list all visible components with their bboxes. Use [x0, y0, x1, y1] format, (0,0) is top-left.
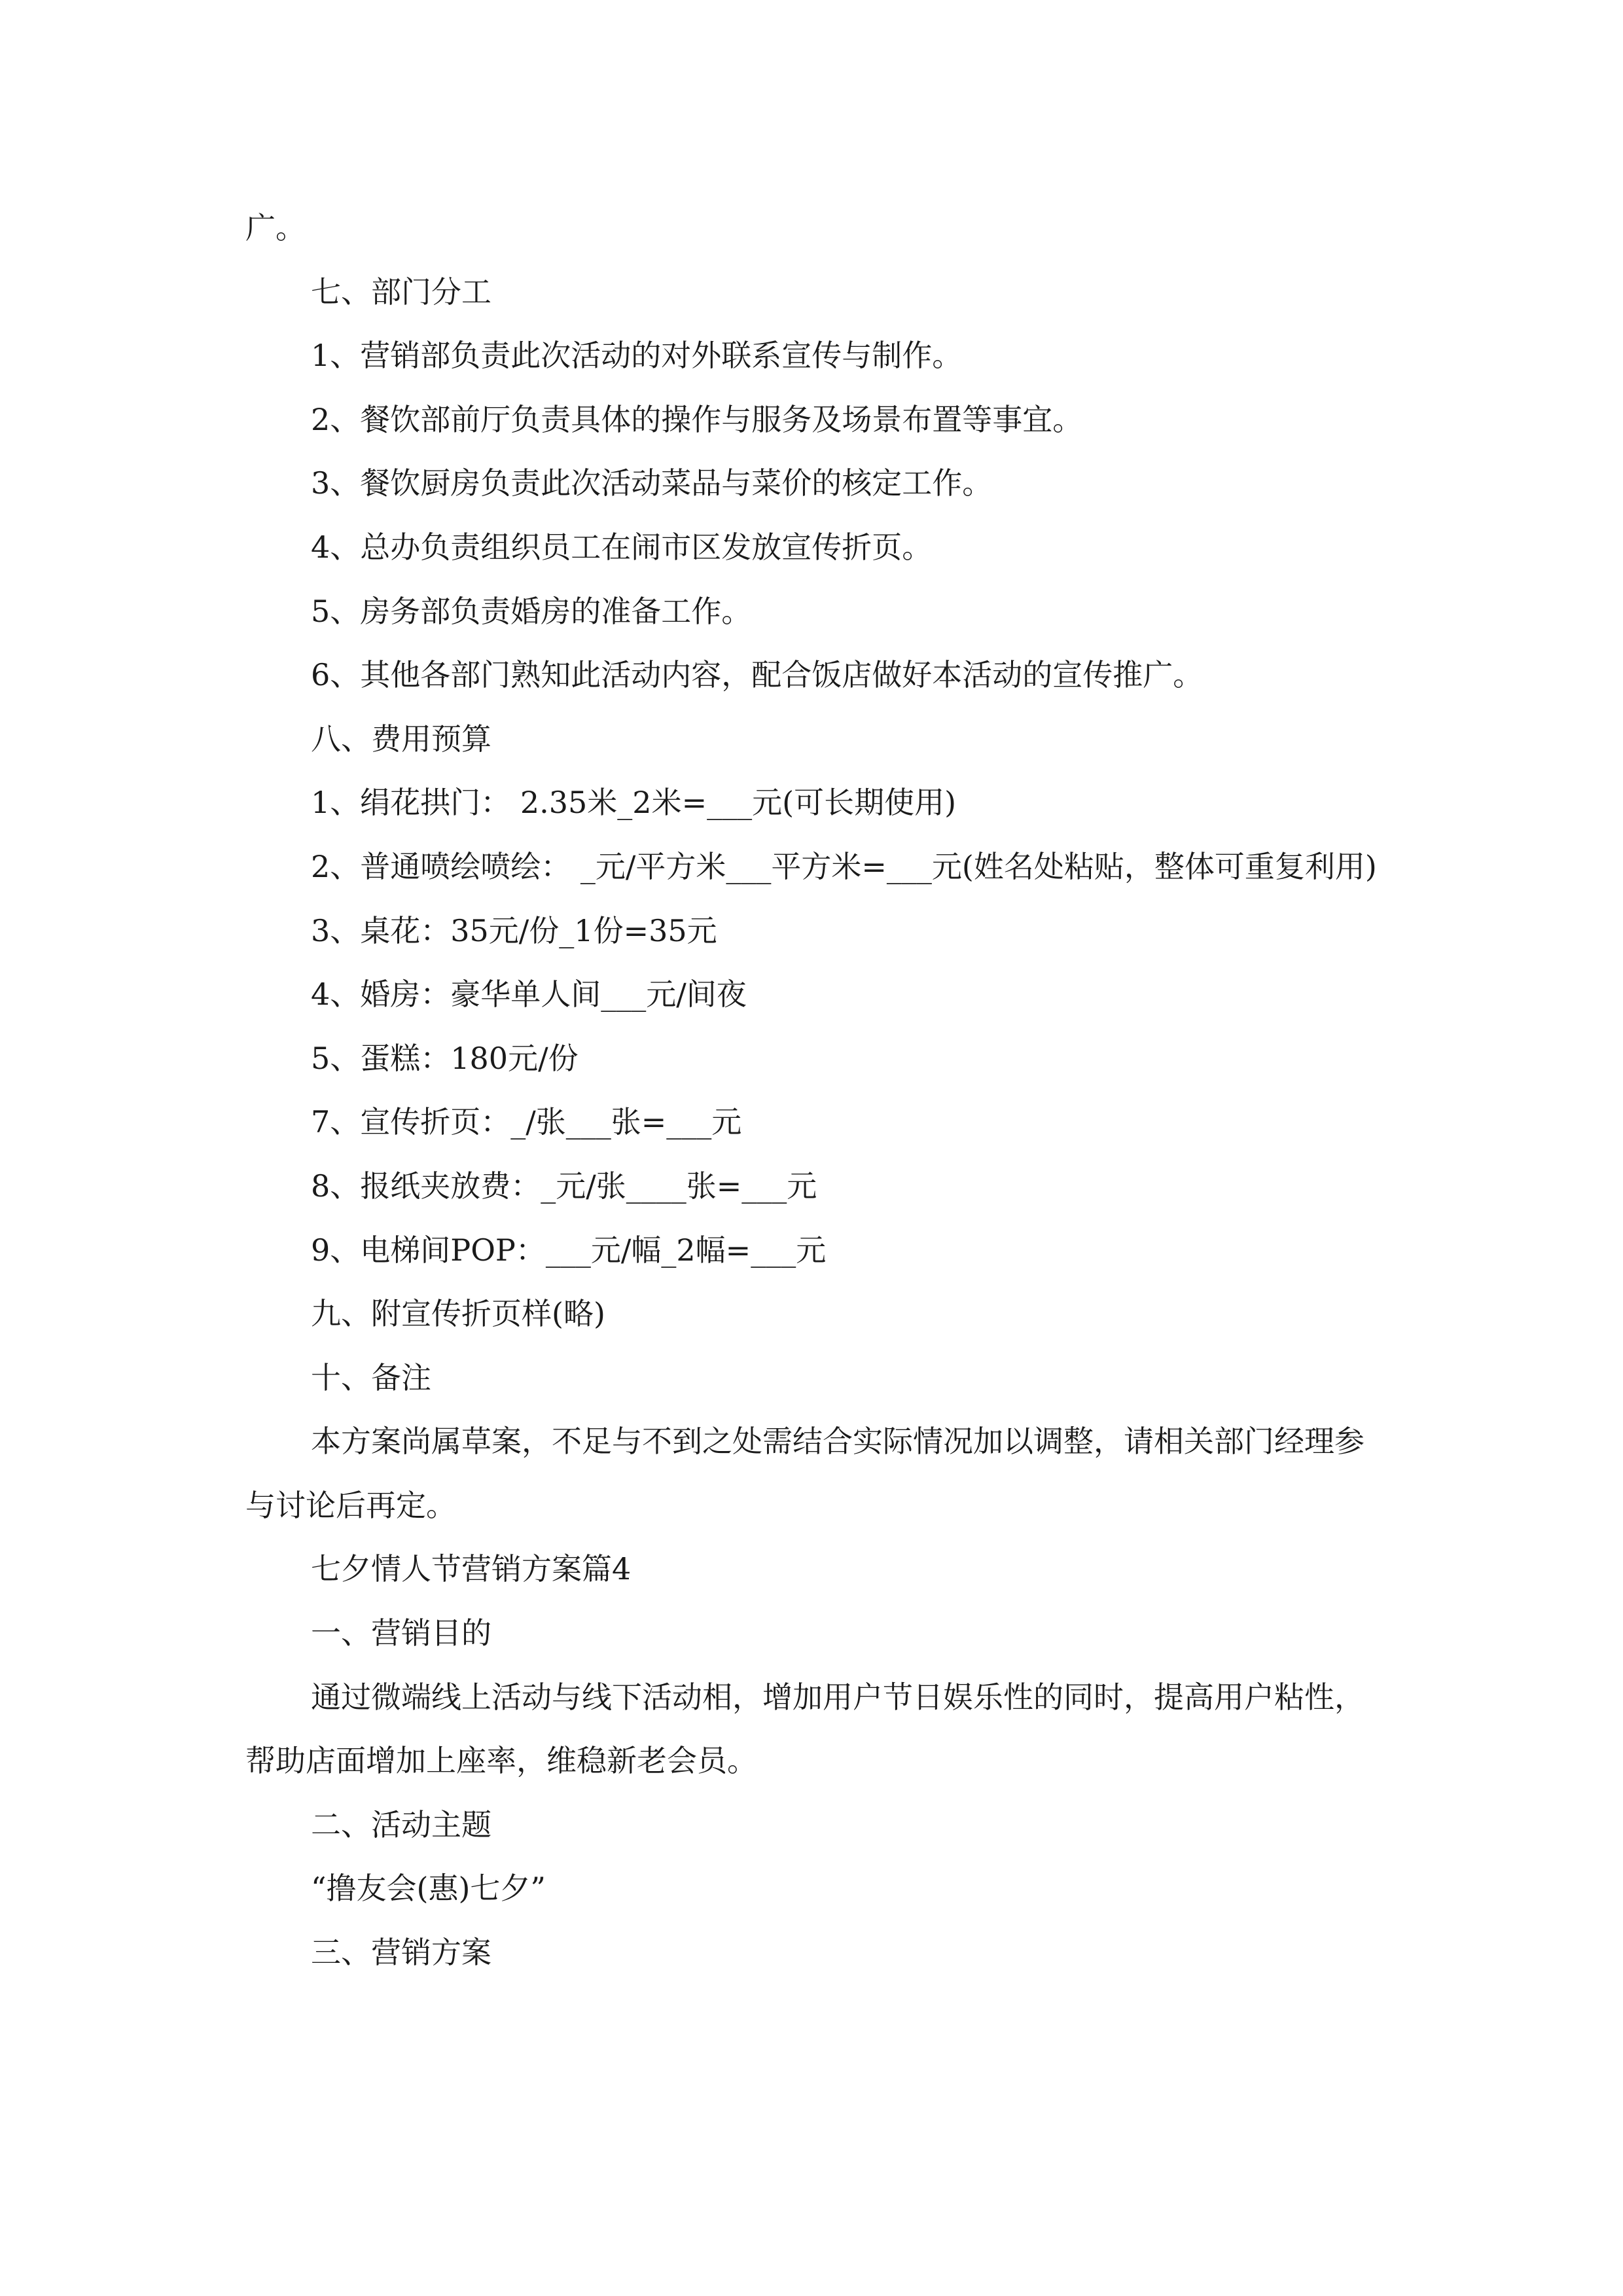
list-item: 3、餐饮厨房负责此次活动菜品与菜价的核定工作。 [311, 465, 993, 501]
paragraph-purpose: 通过微端线上活动与线下活动相，增加用户节日娱乐性的同时，提高用户粘性，帮助店面增加上座率，维稳新老会员。 [245, 1679, 1364, 1779]
list-item: 3、桌花：35元/份_1份=35元 [311, 912, 717, 948]
paragraph-remarks: 本方案尚属草案，不足与不到之处需结合实际情况加以调整，请相关部门经理参与讨论后再定。 [245, 1424, 1364, 1523]
heading-department-division: 七、部门分工 [311, 274, 491, 310]
list-item: 9、电梯间POP：___元/幅_2幅=___元 [311, 1232, 827, 1268]
list-item: 1、绢花拱门： 2.35米_2米=___元(可长期使用) [311, 785, 957, 821]
list-item: 2、普通喷绘喷绘： _元/平方米___平方米=___元(姓名处粘贴，整体可重复利用) [311, 848, 1377, 884]
heading-remarks: 十、备注 [311, 1359, 431, 1395]
section-title: 七夕情人节营销方案篇4 [311, 1551, 632, 1587]
list-item: 6、其他各部门熟知此活动内容，配合饭店做好本活动的宣传推广。 [311, 657, 1204, 693]
list-item: 1、营销部负责此次活动的对外联系宣传与制作。 [311, 338, 963, 374]
list-item: 4、婚房：豪华单人间___元/间夜 [311, 977, 747, 1013]
list-item: 7、宣传折页：_/张___张=___元 [311, 1104, 742, 1140]
list-item: 5、蛋糕：180元/份 [311, 1040, 579, 1076]
paragraph-theme: “撸友会(惠)七夕” [311, 1871, 546, 1907]
heading-marketing-purpose: 一、营销目的 [311, 1615, 491, 1651]
paragraph-continuation: 广。 [245, 210, 306, 245]
heading-budget: 八、费用预算 [311, 721, 491, 757]
list-item: 2、餐饮部前厅负责具体的操作与服务及场景布置等事宜。 [311, 401, 1083, 437]
list-item: 8、报纸夹放费：_元/张____张=___元 [311, 1168, 817, 1204]
list-item: 4、总办负责组织员工在闹市区发放宣传折页。 [311, 529, 933, 565]
heading-activity-theme: 二、活动主题 [311, 1806, 491, 1842]
heading-marketing-plan: 三、营销方案 [311, 1935, 491, 1971]
document-body [245, 196, 1378, 1985]
heading-attachment: 九、附宣传折页样(略) [311, 1296, 605, 1332]
list-item: 5、房务部负责婚房的准备工作。 [311, 593, 752, 629]
